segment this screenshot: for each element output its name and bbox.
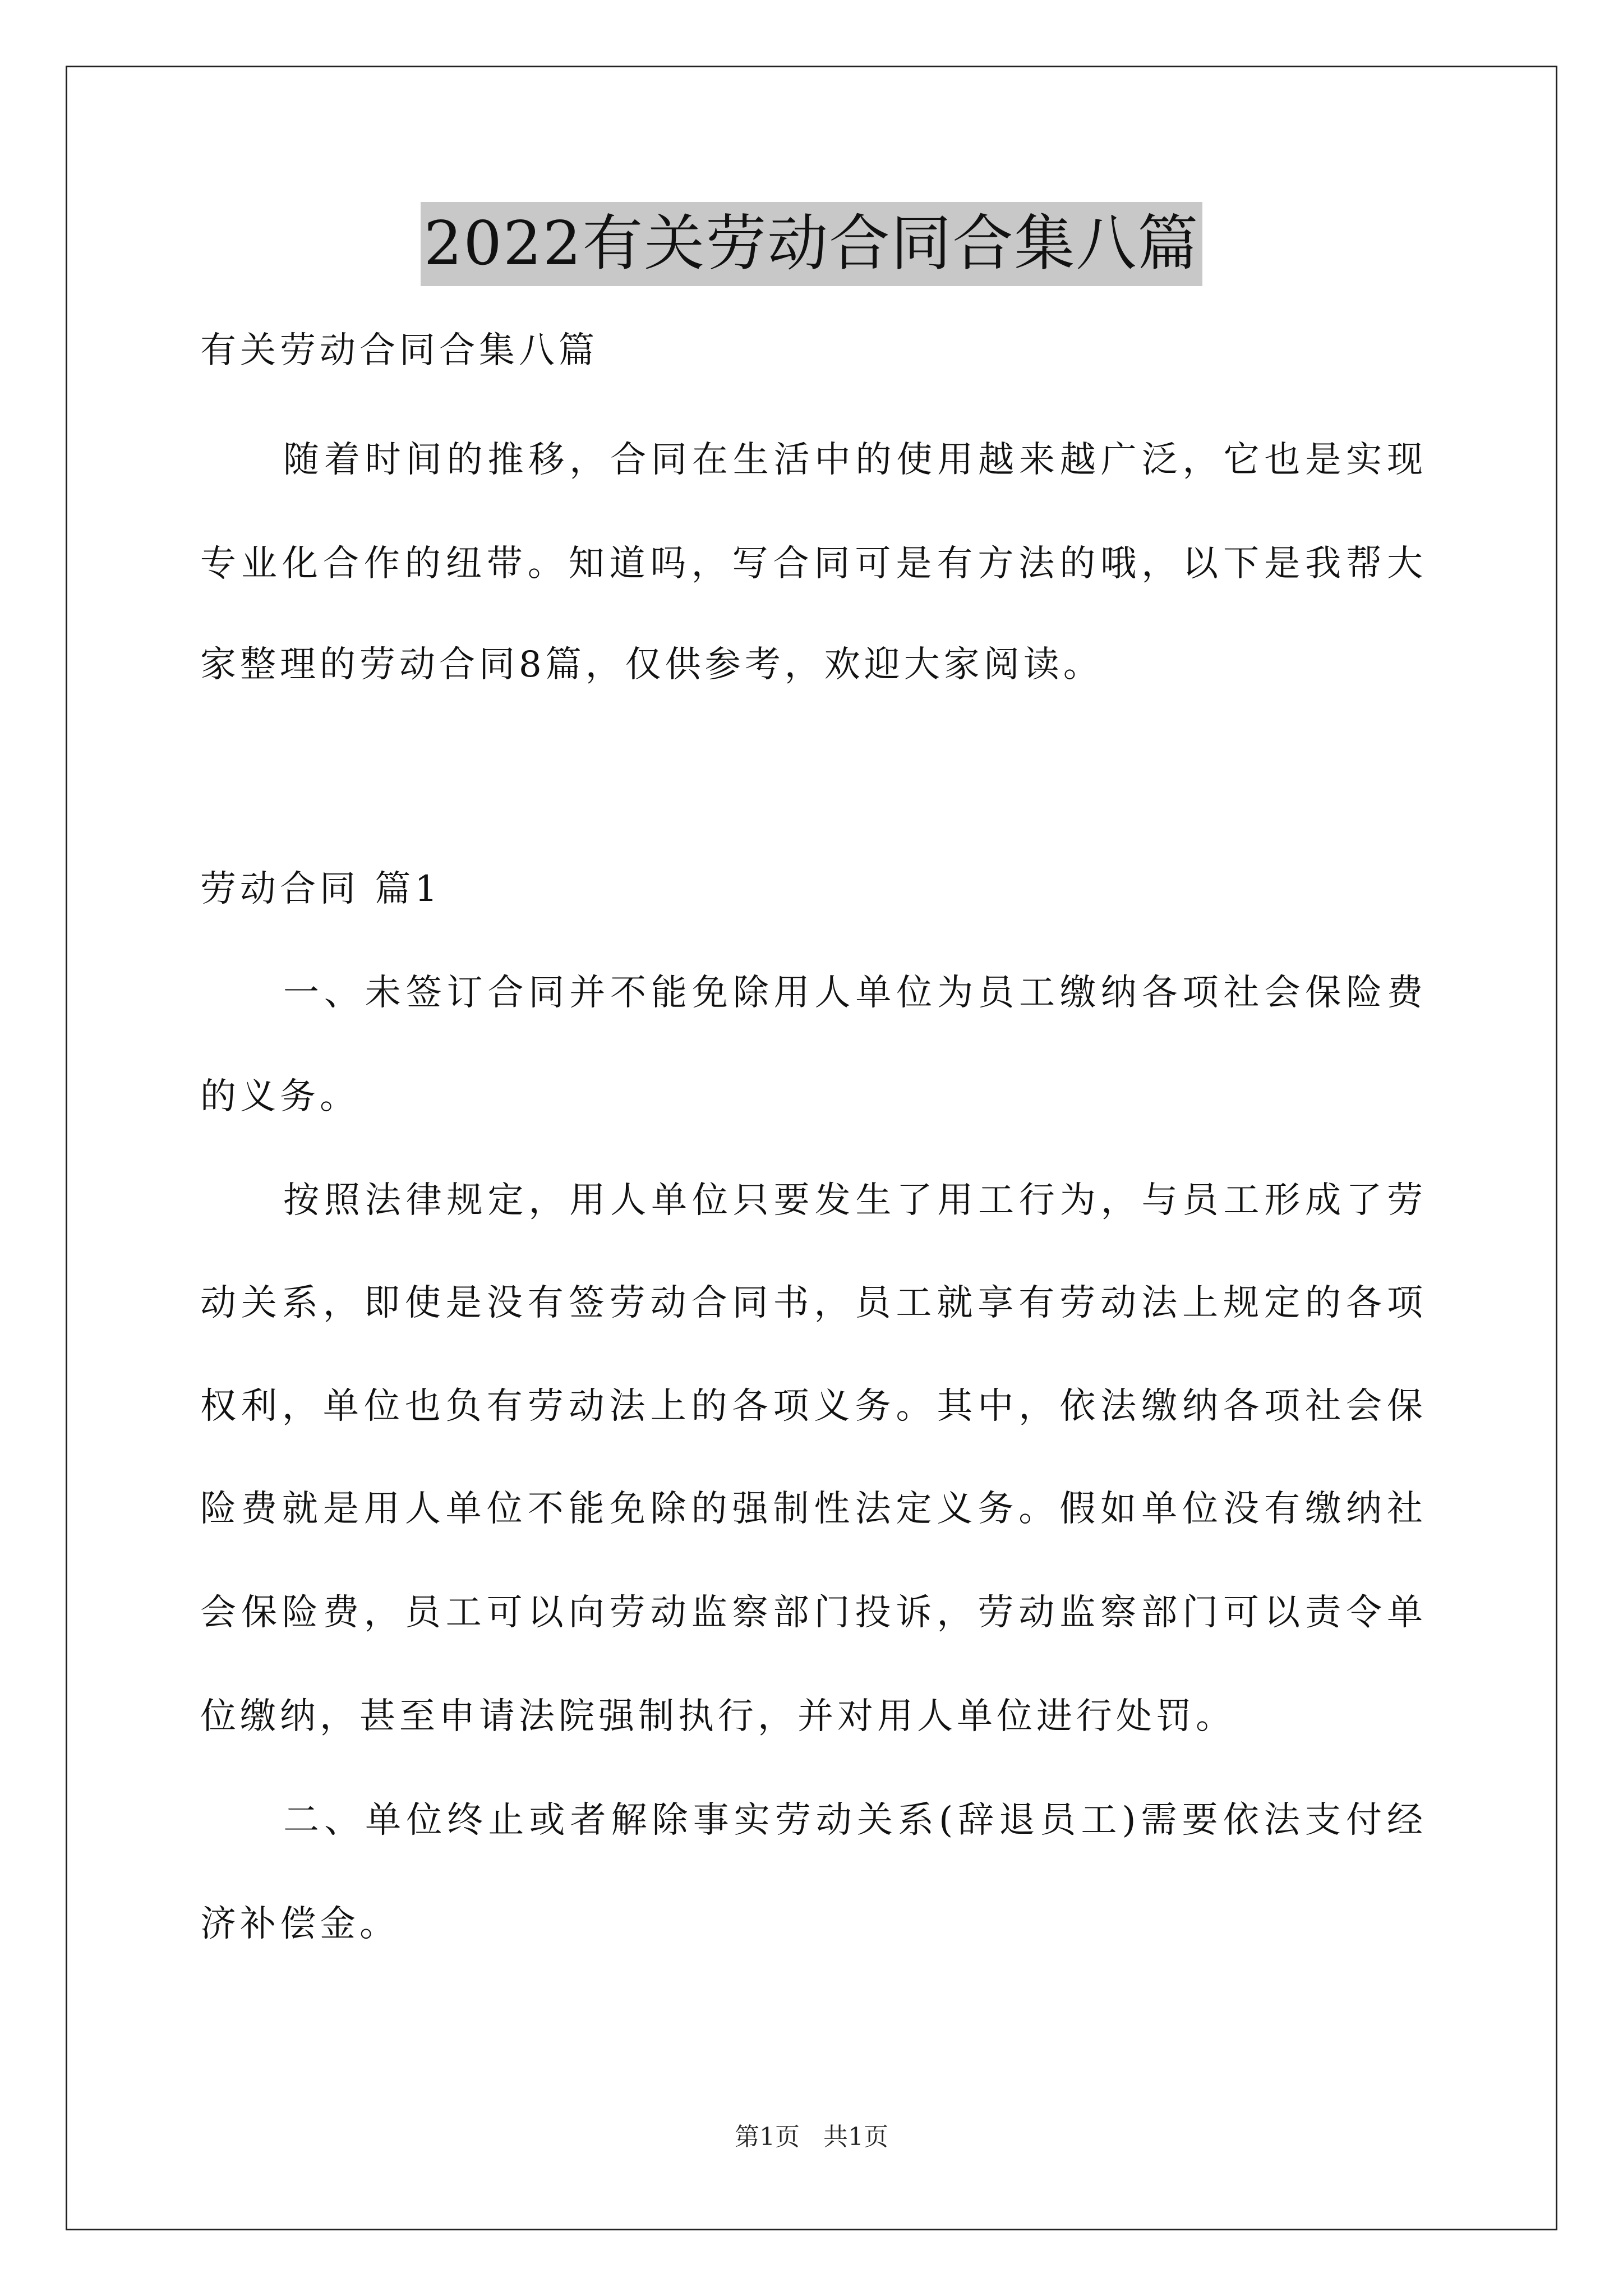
page-footer: 第1页 共1页 xyxy=(735,2123,888,2151)
title-container xyxy=(0,202,1623,286)
paragraph-line: 专业化合作的纽带。知道吗，写合同可是有方法的哦，以下是我帮大 xyxy=(200,543,1423,585)
paragraph-line: 一、未签订合同并不能免除用人单位为员工缴纳各项社会保险费 xyxy=(283,972,1423,1014)
paragraph-line: 的义务。 xyxy=(200,1076,359,1117)
section-heading: 劳动合同 篇1 xyxy=(200,868,442,910)
paragraph-line: 按照法律规定，用人单位只要发生了用工行为，与员工形成了劳 xyxy=(283,1180,1423,1221)
paragraph-line: 动关系，即使是没有签劳动合同书，员工就享有劳动法上规定的各项 xyxy=(200,1282,1423,1324)
paragraph-line: 随着时间的推移，合同在生活中的使用越来越广泛，它也是实现 xyxy=(283,439,1423,481)
paragraph-line: 济补偿金。 xyxy=(200,1903,399,1945)
paragraph-line: 位缴纳，甚至申请法院强制执行，并对用人单位进行处罚。 xyxy=(200,1696,1235,1737)
paragraph-line: 权利，单位也负有劳动法上的各项义务。其中，依法缴纳各项社会保 xyxy=(200,1386,1423,1427)
paragraph-line: 二、单位终止或者解除事实劳动关系(辞退员工)需要依法支付经 xyxy=(283,1800,1423,1841)
document-title: 2022有关劳动合同合集八篇 xyxy=(421,202,1203,286)
paragraph-line: 家整理的劳动合同8篇，仅供参考，欢迎大家阅读。 xyxy=(200,644,1103,685)
paragraph-line: 险费就是用人单位不能免除的强制性法定义务。假如单位没有缴纳社 xyxy=(200,1488,1423,1530)
paragraph-line: 会保险费，员工可以向劳动监察部门投诉，劳动监察部门可以责令单 xyxy=(200,1592,1423,1634)
subtitle-line: 有关劳动合同合集八篇 xyxy=(200,330,598,371)
